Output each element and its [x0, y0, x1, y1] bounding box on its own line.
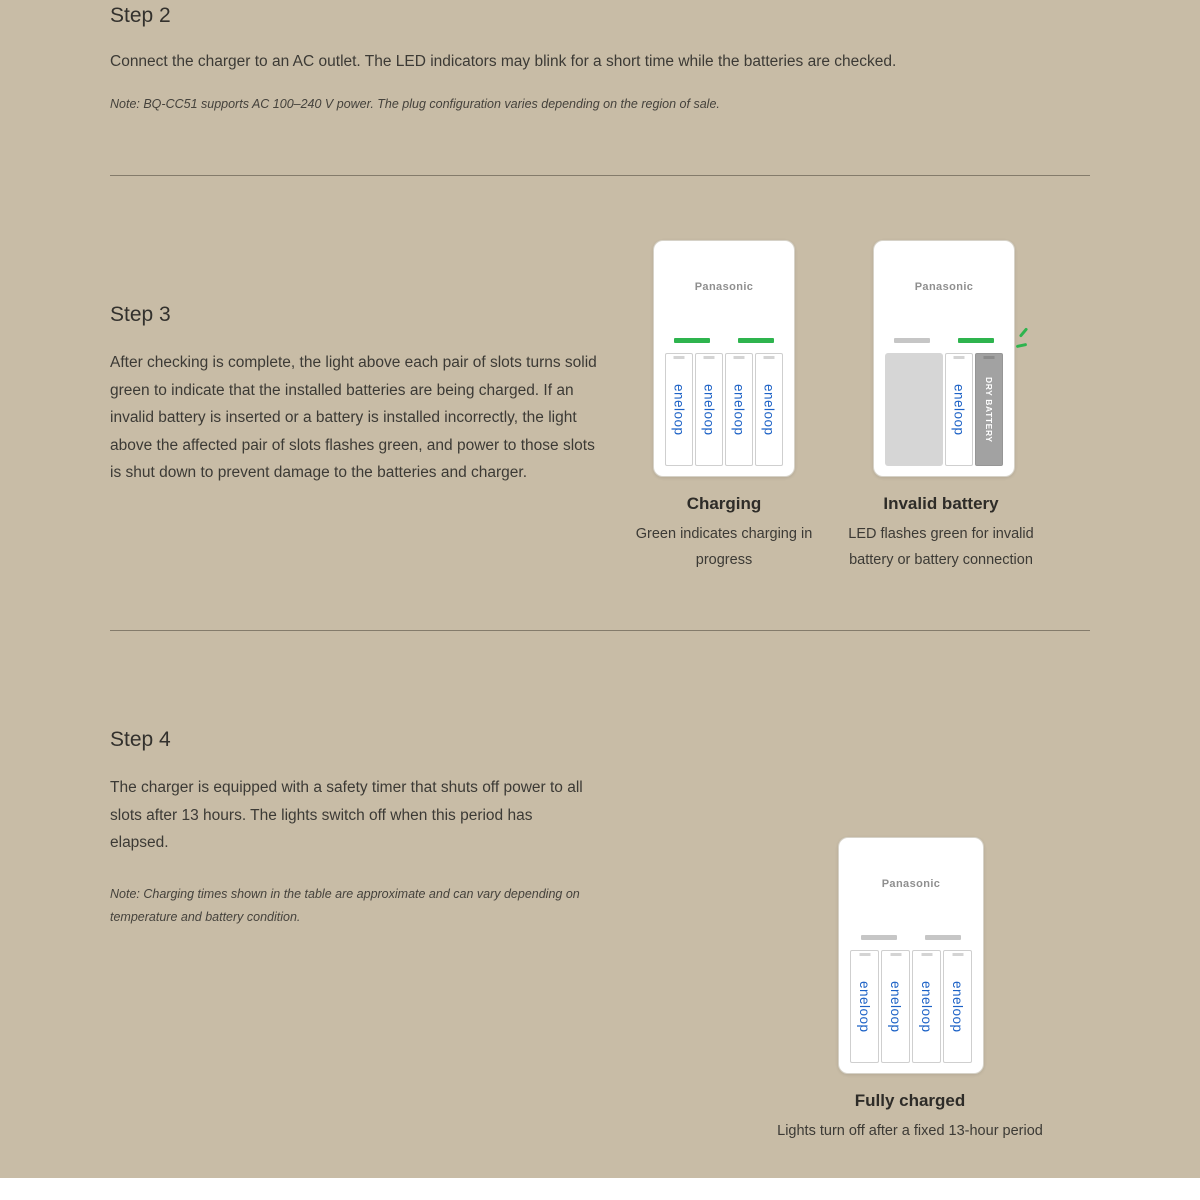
step4-title: Step 4	[110, 728, 171, 751]
invalid-figure-caption: LED flashes green for invalid battery or battery connection	[848, 526, 1034, 568]
led-left-green	[674, 338, 710, 343]
dry-battery	[975, 353, 1003, 466]
eneloop-battery	[695, 353, 723, 466]
eneloop-battery	[945, 353, 973, 466]
step3-title: Step 3	[110, 303, 171, 326]
battery-slots	[665, 353, 783, 466]
led-left-off	[861, 935, 897, 940]
charger-illustration-invalid	[873, 240, 1015, 477]
charger-illustration-full	[838, 837, 984, 1074]
section-divider	[110, 630, 1090, 631]
eneloop-battery	[665, 353, 693, 466]
panasonic-logo: Panasonic	[694, 281, 754, 293]
step2-note: Note: BQ-CC51 supports AC 100–240 V power. The plug configuration varies depending on the region of sale.	[110, 97, 720, 111]
eneloop-label: eneloop	[731, 383, 747, 436]
charger-illustration-charging	[653, 240, 795, 477]
eneloop-label: eneloop	[761, 383, 777, 436]
charging-figure-title: Charging	[686, 494, 762, 513]
full-figure-caption: Lights turn off after a fixed 13-hour period	[777, 1123, 1043, 1139]
invalid-figure-title: Invalid battery	[883, 494, 999, 513]
eneloop-label: eneloop	[701, 383, 717, 436]
eneloop-battery	[725, 353, 753, 466]
eneloop-battery	[943, 950, 972, 1063]
panasonic-logo: Panasonic	[881, 878, 941, 890]
empty-slot-pair	[885, 353, 943, 466]
battery-slots	[850, 950, 972, 1063]
led-blink-indicator	[1016, 329, 1034, 355]
full-figure-title: Fully charged	[854, 1091, 966, 1110]
bottom-strip	[0, 1178, 1200, 1200]
eneloop-battery	[850, 950, 879, 1063]
eneloop-label: eneloop	[857, 980, 872, 1033]
eneloop-battery	[755, 353, 783, 466]
step2-body: Connect the charger to an AC outlet. The LED indicators may blink for a short time while the batteries are checked.	[110, 53, 897, 70]
step2-title: Step 2	[110, 4, 171, 27]
eneloop-battery	[912, 950, 941, 1063]
led-indicators	[839, 935, 983, 940]
step3-body: After checking is complete, the light above each pair of slots turns solid green to indicate that the installed batteries are being charged. If an invalid battery is inserted or a battery is installed incorrectly, the light above the affected pair of slots flashes green, and power to those slots is shut down to prevent damage to the batteries and charger.	[110, 354, 597, 481]
dry-battery-label: DRY BATTERY	[984, 376, 994, 443]
led-indicators	[654, 338, 794, 343]
eneloop-label: eneloop	[951, 383, 967, 436]
charging-figure-caption: Green indicates charging in progress	[635, 526, 813, 568]
led-indicators	[874, 338, 1014, 343]
step4-note: Note: Charging times shown in the table are approximate and can vary depending on temperature and battery condition.	[110, 887, 580, 924]
eneloop-label: eneloop	[671, 383, 687, 436]
led-left-off	[894, 338, 930, 343]
led-right-green	[738, 338, 774, 343]
battery-slots	[885, 353, 1003, 466]
eneloop-label: eneloop	[888, 980, 903, 1033]
section-divider	[110, 175, 1090, 176]
led-right-green	[958, 338, 994, 343]
eneloop-label: eneloop	[950, 980, 965, 1033]
step4-body: The charger is equipped with a safety timer that shuts off power to all slots after 13 hours. The lights switch off when this period has elapsed.	[110, 779, 583, 851]
led-right-off	[925, 935, 961, 940]
eneloop-battery	[881, 950, 910, 1063]
panasonic-logo: Panasonic	[914, 281, 974, 293]
eneloop-label: eneloop	[919, 980, 934, 1033]
